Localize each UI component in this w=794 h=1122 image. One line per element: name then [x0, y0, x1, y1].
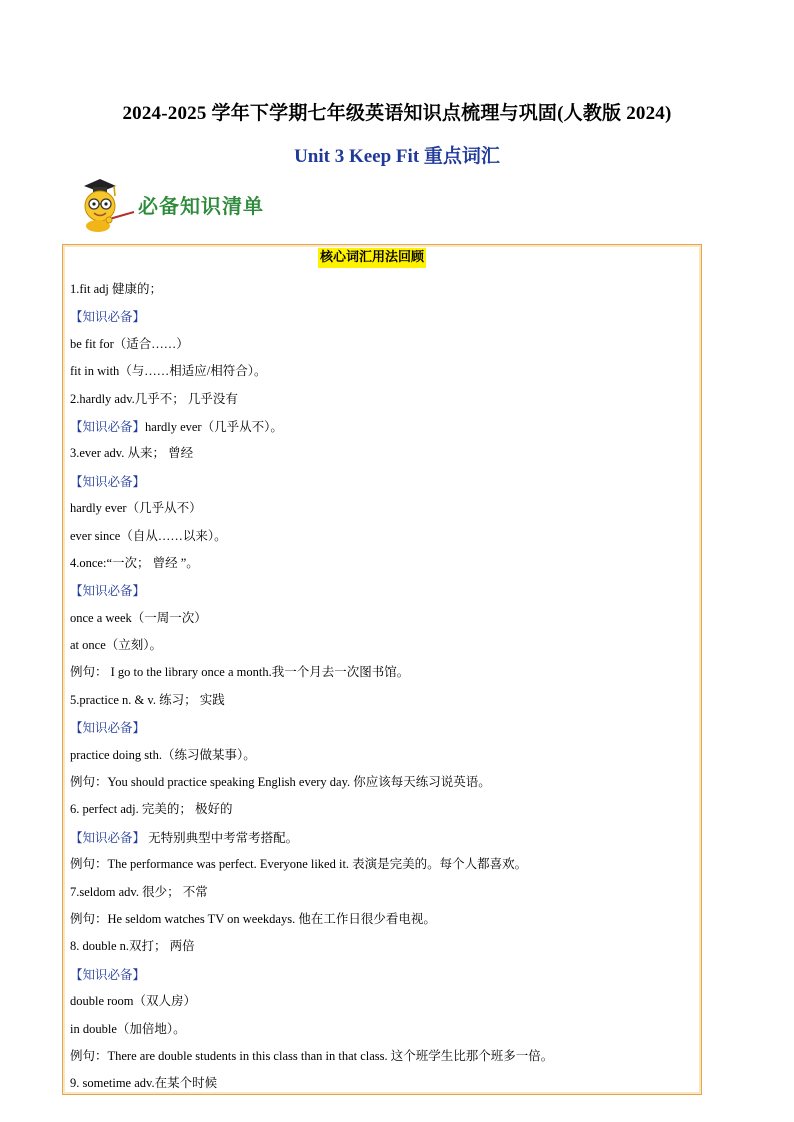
vocab-line-text: 例句：He seldom watches TV on weekdays. 他在工作日很少看电视。 [70, 911, 436, 926]
vocab-line [70, 714, 696, 741]
vocab-line-text: double room（双人房） [70, 994, 197, 1009]
vocab-line-text: hardly ever（几乎从不）。 [145, 419, 283, 434]
vocab-line [70, 413, 696, 440]
vocab-line [70, 796, 696, 823]
vocab-line [70, 523, 696, 550]
vocab-line [70, 742, 696, 769]
vocab-line-text: 3.ever adv. 从来； 曾经 [70, 446, 194, 461]
knowledge-tag: 【知识必备】 [70, 829, 146, 845]
vocab-line [70, 1016, 696, 1043]
knowledge-tag: 【知识必备】 [70, 966, 146, 982]
vocab-line-text: once a week（一周一次） [70, 610, 207, 625]
knowledge-tag: 【知识必备】 [70, 309, 146, 325]
vocab-line [70, 769, 696, 796]
vocab-line [70, 358, 696, 385]
vocabulary-lines [70, 276, 696, 1098]
vocab-line-text: 5.practice n. & v. 练习； 实践 [70, 692, 225, 707]
document-subtitle: Unit 3 Keep Fit 重点词汇 [294, 146, 500, 167]
vocab-line-text: 6. perfect adj. 完美的； 极好的 [70, 802, 233, 817]
vocab-line [70, 659, 696, 686]
vocab-line-text: at once（立刻）。 [70, 638, 162, 653]
vocab-line [70, 276, 696, 303]
vocab-line [70, 577, 696, 604]
vocab-line [70, 303, 696, 330]
vocab-line [70, 440, 696, 467]
vocab-line-text: 1.fit adj 健康的； [70, 282, 163, 296]
knowledge-tag: 【知识必备】 [70, 418, 146, 434]
document-title: 2024-2025 学年下学期七年级英语知识点梳理与巩固(人教版 2024) [122, 103, 672, 124]
vocab-line-text: hardly ever（几乎从不） [70, 501, 202, 516]
vocab-line-text: 7.seldom adv. 很少； 不常 [70, 884, 208, 899]
vocab-line [70, 824, 696, 851]
vocab-line-text: ever since（自从……以来）。 [70, 528, 227, 543]
section-title: 必备知识清单 [138, 193, 264, 218]
vocab-line [70, 605, 696, 632]
vocab-line-text: fit in with（与……相适应/相符合）。 [70, 364, 267, 379]
vocab-line [70, 879, 696, 906]
knowledge-tag: 【知识必备】 [70, 720, 146, 736]
vocab-line-text: practice doing sth.（练习做某事）。 [70, 747, 256, 762]
vocab-line-text: in double（加倍地）。 [70, 1021, 186, 1036]
vocab-line [70, 687, 696, 714]
vocab-line-text: 例句：You should practice speaking English every day. 你应该每天练习说英语。 [70, 775, 491, 790]
vocab-line [70, 988, 696, 1015]
vocab-line [70, 961, 696, 988]
vocab-line-text: 8. double n.双打； 两倍 [70, 939, 195, 954]
vocab-line [70, 495, 696, 522]
vocab-line-text: 4.once:“一次； 曾经 ”。 [70, 555, 199, 570]
teacher-mascot-icon [76, 176, 136, 232]
vocab-line [70, 468, 696, 495]
vocab-line-text: 例句：There are double students in this class than in that class. 这个班学生比那个班多一倍。 [70, 1048, 554, 1063]
box-heading: 核心词汇用法回顾 [318, 248, 426, 268]
vocab-line [70, 632, 696, 659]
vocab-line-text: be fit for（适合……） [70, 336, 189, 351]
vocab-line-text: 9. sometime adv.在某个时候 [70, 1076, 218, 1091]
vocab-line [70, 851, 696, 878]
vocab-line [70, 331, 696, 358]
vocab-line [70, 1070, 696, 1097]
vocab-line-text: 例句： I go to the library once a month.我一个月去一次图书馆。 [70, 665, 410, 680]
section-header [76, 176, 264, 232]
vocab-line [70, 550, 696, 577]
vocab-line [70, 906, 696, 933]
vocab-line [70, 386, 696, 413]
vocab-line [70, 933, 696, 960]
knowledge-tag: 【知识必备】 [70, 583, 146, 599]
vocab-line-text: 例句：The performance was perfect. Everyone liked it. 表演是完美的。每个人都喜欢。 [70, 857, 528, 872]
vocab-line-text: 无特别典型中考常考搭配。 [145, 830, 299, 845]
vocab-line-text: 2.hardly adv.几乎不； 几乎没有 [70, 391, 238, 406]
vocab-line [70, 1043, 696, 1070]
knowledge-tag: 【知识必备】 [70, 473, 146, 489]
